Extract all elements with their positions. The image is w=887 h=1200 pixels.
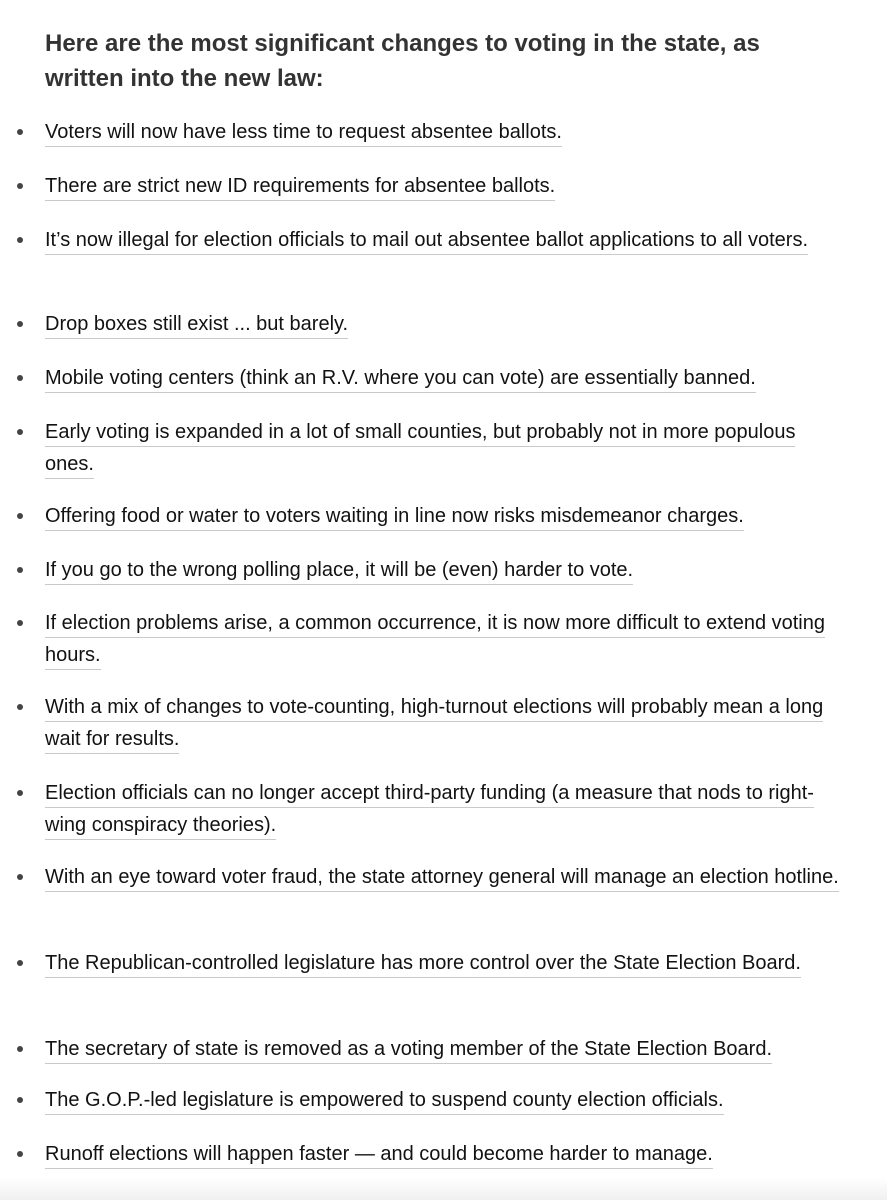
change-link[interactable] (45, 947, 845, 979)
bullet-icon (17, 513, 23, 519)
bullet-icon (17, 567, 23, 573)
change-link[interactable] (45, 362, 845, 394)
change-link-text: The G.O.P.-led legislature is empowered to suspend county election officials. (45, 1089, 724, 1115)
bullet-icon (17, 1151, 23, 1157)
bullet-icon (17, 321, 23, 327)
change-link[interactable] (45, 1138, 845, 1170)
bullet-icon (17, 790, 23, 796)
change-link[interactable] (45, 861, 845, 893)
change-link-text: Drop boxes still exist ... but barely. (45, 313, 348, 339)
change-link-text: If election problems arise, a common occurrence, it is now more difficult to extend voting hours. (45, 612, 825, 670)
bullet-icon (17, 1097, 23, 1103)
change-link-text: If you go to the wrong polling place, it will be (even) harder to vote. (45, 559, 633, 585)
change-link-text: The secretary of state is removed as a voting member of the State Election Board. (45, 1038, 772, 1064)
change-link[interactable] (45, 170, 845, 202)
change-link[interactable] (45, 607, 845, 671)
change-link-text: With a mix of changes to vote-counting, high-turnout elections will probably mean a long wait for results. (45, 696, 823, 754)
bullet-icon (17, 704, 23, 710)
bullet-icon (17, 429, 23, 435)
bullet-icon (17, 237, 23, 243)
change-link[interactable] (45, 777, 845, 841)
change-link-text: Early voting is expanded in a lot of small counties, but probably not in more populous ones. (45, 421, 795, 479)
change-link-text: Mobile voting centers (think an R.V. where you can vote) are essentially banned. (45, 367, 756, 393)
change-link-text: With an eye toward voter fraud, the state attorney general will manage an election hotline. (45, 866, 839, 892)
change-link-text: Runoff elections will happen faster — and could become harder to manage. (45, 1143, 713, 1169)
bottom-fade (0, 1178, 887, 1200)
bullet-icon (17, 375, 23, 381)
change-link[interactable] (45, 224, 845, 256)
change-link[interactable] (45, 416, 845, 480)
change-link[interactable] (45, 691, 845, 755)
change-link[interactable] (45, 1084, 845, 1116)
change-link-text: It’s now illegal for election officials to mail out absentee ballot applications to all voters. (45, 229, 808, 255)
list-heading: Here are the most significant changes to voting in the state, as written into the new law: (45, 30, 760, 92)
bullet-icon (17, 620, 23, 626)
change-link[interactable] (45, 500, 845, 532)
change-link-text: Offering food or water to voters waiting in line now risks misdemeanor charges. (45, 505, 744, 531)
bullet-icon (17, 129, 23, 135)
change-link[interactable] (45, 1033, 845, 1065)
change-link-text: Voters will now have less time to request absentee ballots. (45, 121, 562, 147)
change-link[interactable] (45, 116, 845, 148)
change-link-text: The Republican-controlled legislature has more control over the State Election Board. (45, 952, 801, 978)
bullet-icon (17, 960, 23, 966)
bullet-icon (17, 874, 23, 880)
change-link[interactable] (45, 308, 845, 340)
change-link-text: There are strict new ID requirements for absentee ballots. (45, 175, 555, 201)
change-link[interactable] (45, 554, 845, 586)
bullet-icon (17, 1046, 23, 1052)
bullet-icon (17, 183, 23, 189)
change-link-text: Election officials can no longer accept third-party funding (a measure that nods to right-wing conspiracy theories). (45, 782, 814, 840)
